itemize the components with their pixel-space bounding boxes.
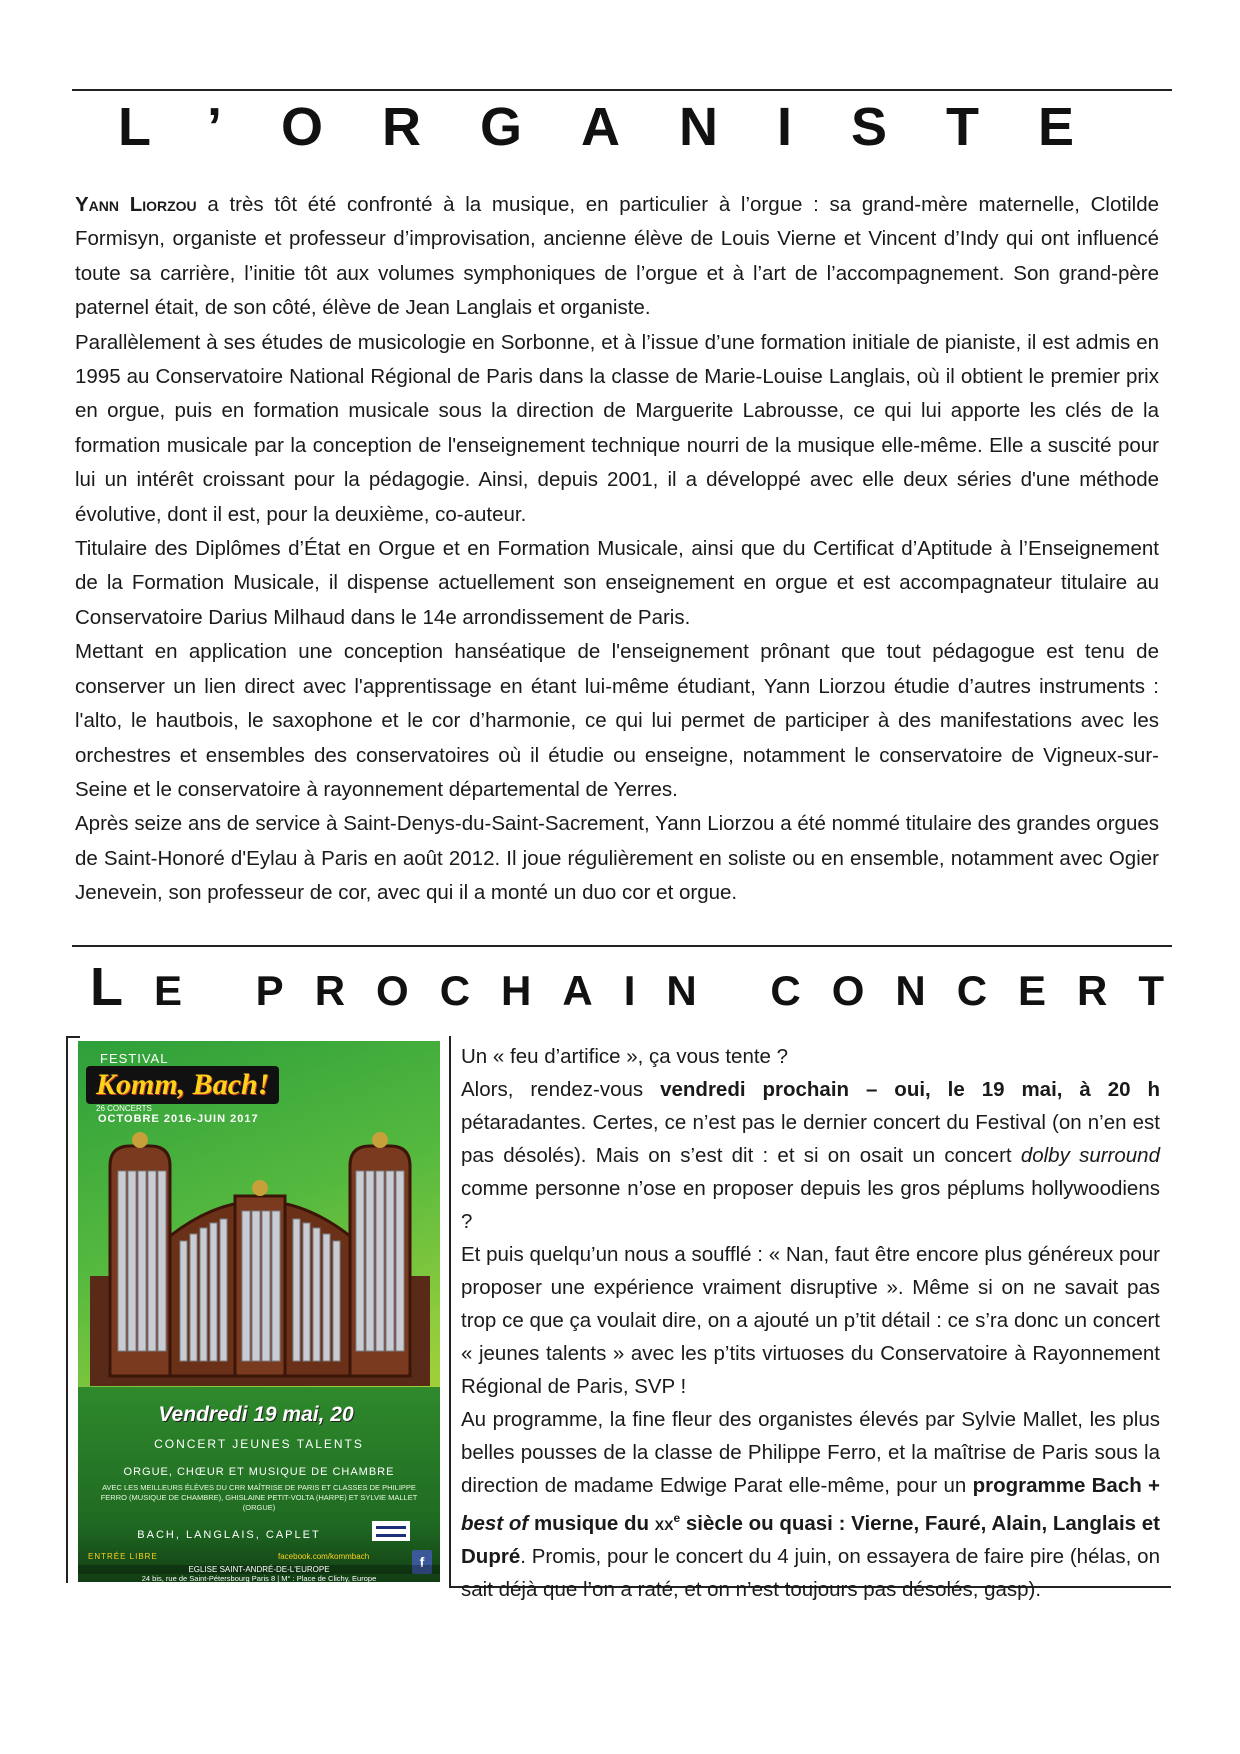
poster-address: 24 bis, rue de Saint-Pétersbourg Paris 8 | M° : Place de Clichy, Europe	[141, 1574, 377, 1582]
concert-frame-left	[449, 1036, 451, 1588]
concert-text: Alors, rendez-vous	[461, 1078, 661, 1101]
concert-paragraph-2	[461, 1073, 1160, 1238]
organist-biography	[75, 188, 1159, 911]
poster-header	[86, 1051, 386, 1125]
concert-text: pétaradantes. Certes, ce n’est pas le dernier concert du Festival (on n’en est pas désolés). Mais on s’est dit : et si on osait un concert	[461, 1111, 1160, 1167]
bio-paragraph-1-text: a très tôt été confronté à la musique, en particulier à l’orgue : sa grand-mère maternelle, Clotilde Formisyn, organiste et professeur d’improvisation, ancienne élève de Louis Vierne et Vincent d’Indy qui ont influencé toute sa carrière, l’initie tôt aux volumes symphoniques de l’orgue et à l’art de l’accompagnement. Son grand-père paternel était, de son côté, élève de Jean Langlais et organiste.	[75, 193, 1159, 320]
poster-concert-date: Vendredi 19 mai, 20	[158, 1403, 354, 1426]
concert-composers-bold: siècle ou quasi : Vierne, Fauré, Alain, Langlais et Dupré	[461, 1511, 1160, 1568]
poster-festival-name: Komm, Bach!	[86, 1066, 279, 1104]
facebook-icon: f	[412, 1550, 432, 1574]
concert-best-of: best of	[461, 1511, 529, 1535]
concert-century-sup: e	[673, 1511, 681, 1525]
bio-paragraph-3: Titulaire des Diplômes d’État en Orgue et en Formation Musicale, ainsi que du Certificat d’Aptitude à l’Enseignement de la Formation Musicale, il dispense actuellement son enseignement en orgue et est accompagnateur titulaire au Conservatoire Darius Milhaud dans le 14e arrondissement de Paris.	[75, 537, 1159, 629]
bio-paragraph-2: Parallèlement à ses études de musicologie en Sorbonne, et à l’issue d’une formation initiale de pianiste, il est admis en 1995 au Conservatoire National Régional de Paris dans la classe de Marie-Louise Langlais, où il obtient le premier prix en orgue, puis en formation musicale sous la direction de Marguerite Labrousse, ce qui lui apporte les clés de la formation musicale par la conception de l'enseignement technique nourri de la musique elle-même. Elle a suscité pour lui un intérêt croissant pour la pédagogie. Ainsi, depuis 2001, il a développé avec elle deux séries d'une méthode évolutive, dont il est, pour la deuxième, co-auteur.	[75, 330, 1159, 526]
poster-season-dates: OCTOBRE 2016-JUIN 2017	[98, 1113, 259, 1125]
section-title-concert	[90, 956, 1195, 1018]
concert-century: xx	[654, 1511, 674, 1535]
bio-paragraph-5: Après seize ans de service à Saint-Denys-du-Saint-Sacrement, Yann Liorzou a été nommé titulaire des grandes orgues de Saint-Honoré d'Eylau à Paris en août 2012. Il joue régulièrement en soliste ou en ensemble, notamment avec Ogier Jenevein, son professeur de cor, avec qui il a monté un duo cor et orgue.	[75, 812, 1159, 905]
concert-text: Au programme, la fine fleur des organistes élevés par Sylvie Mallet, les plus belles pousses de la classe de Philippe Ferro, et la maîtrise de Paris sous la direction de madame Edwige Parat elle-même, pour un	[461, 1408, 1160, 1497]
concert-title-rest: E PROCHAIN CONCERT	[154, 967, 1196, 1014]
poster-frame	[66, 1036, 68, 1583]
poster-festival-label: FESTIVAL	[100, 1051, 169, 1066]
concert-program-bold: musique du	[528, 1511, 655, 1535]
concert-paragraph-4	[461, 1403, 1160, 1606]
middle-rule	[72, 945, 1172, 947]
poster-facebook-link: facebook.com/kommbach	[278, 1552, 370, 1561]
concert-title-initial: L	[90, 957, 154, 1017]
sponsor-logo	[372, 1521, 410, 1541]
top-rule	[72, 89, 1172, 91]
concert-text: comme personne n’ose en proposer depuis les gros péplums hollywoodiens ?	[461, 1177, 1160, 1233]
section-title-organiste: L’ORGANISTE	[118, 97, 1134, 157]
poster-jeunes-talents: CONCERT JEUNES TALENTS	[154, 1437, 364, 1451]
poster-concert-count: 26 CONCERTS	[96, 1104, 152, 1113]
organist-name: Yann Liorzou	[75, 193, 197, 216]
concert-date-bold: vendredi prochain – oui, le 19 mai, à 20 h	[660, 1078, 1161, 1101]
concert-description	[461, 1040, 1160, 1606]
concert-intro: Un « feu d’artifice », ça vous tente ?	[461, 1045, 789, 1068]
poster-program-heading: ORGUE, CHŒUR ET MUSIQUE DE CHAMBRE	[123, 1466, 395, 1478]
concert-program-bold: programme Bach +	[972, 1474, 1160, 1497]
poster-frame-corner	[66, 1036, 80, 1038]
organ-illustration	[90, 1126, 430, 1386]
bio-paragraph-4: Mettant en application une conception hanséatique de l'enseignement prônant que tout pédagogue est tenu de conserver un lien direct avec l'apprentissage en étant lui-même étudiant, Yann Liorzou étudie d’autres instruments : l'alto, le hautbois, le saxophone et le cor d’harmonie, ce qui lui permet de participer à des manifestations avec les orchestres et ensembles des conservatoires où il étudie ou enseigne, notamment le conservatoire de Vigneux-sur-Seine et le conservatoire à rayonnement départemental de Yerres.	[75, 640, 1159, 801]
poster-church: EGLISE SAINT-ANDRÉ-DE-L'EUROPE	[78, 1565, 440, 1574]
concert-text: . Promis, pour le concert du 4 juin, on essayera de faire pire (hélas, on sait déjà que l’on a raté, et on n’est toujours pas désolés, gasp).	[461, 1544, 1160, 1601]
festival-poster	[78, 1041, 440, 1582]
bio-paragraph-1	[75, 188, 1159, 326]
poster-free-entry: ENTRÉE LIBRE	[88, 1552, 158, 1561]
poster-program-detail: AVEC LES MEILLEURS ÉLÈVES DU CRR MAÎTRISE DE PARIS ET CLASSES DE PHILIPPE FERRO (MUSIQUE DE CHAMBRE), GHISLAINE PETIT-VOLTA (HARPE) ET SYLVIE MALLET (ORGUE)	[100, 1483, 418, 1512]
concert-dolby-italic: dolby surround	[1020, 1144, 1160, 1167]
poster-composers: BACH, LANGLAIS, CAPLET	[137, 1529, 321, 1541]
concert-paragraph-3: Et puis quelqu’un nous a soufflé : « Nan, faut être encore plus généreux pour proposer une expérience vraiment disruptive ». Même si on ne savait pas trop ce que ça voulait dire, on a ajouté un p’tit détail : ce s’ra donc un concert « jeunes talents » avec les p’tits virtuoses du Conservatoire à Rayonnement Régional de Paris, SVP !	[461, 1243, 1160, 1398]
